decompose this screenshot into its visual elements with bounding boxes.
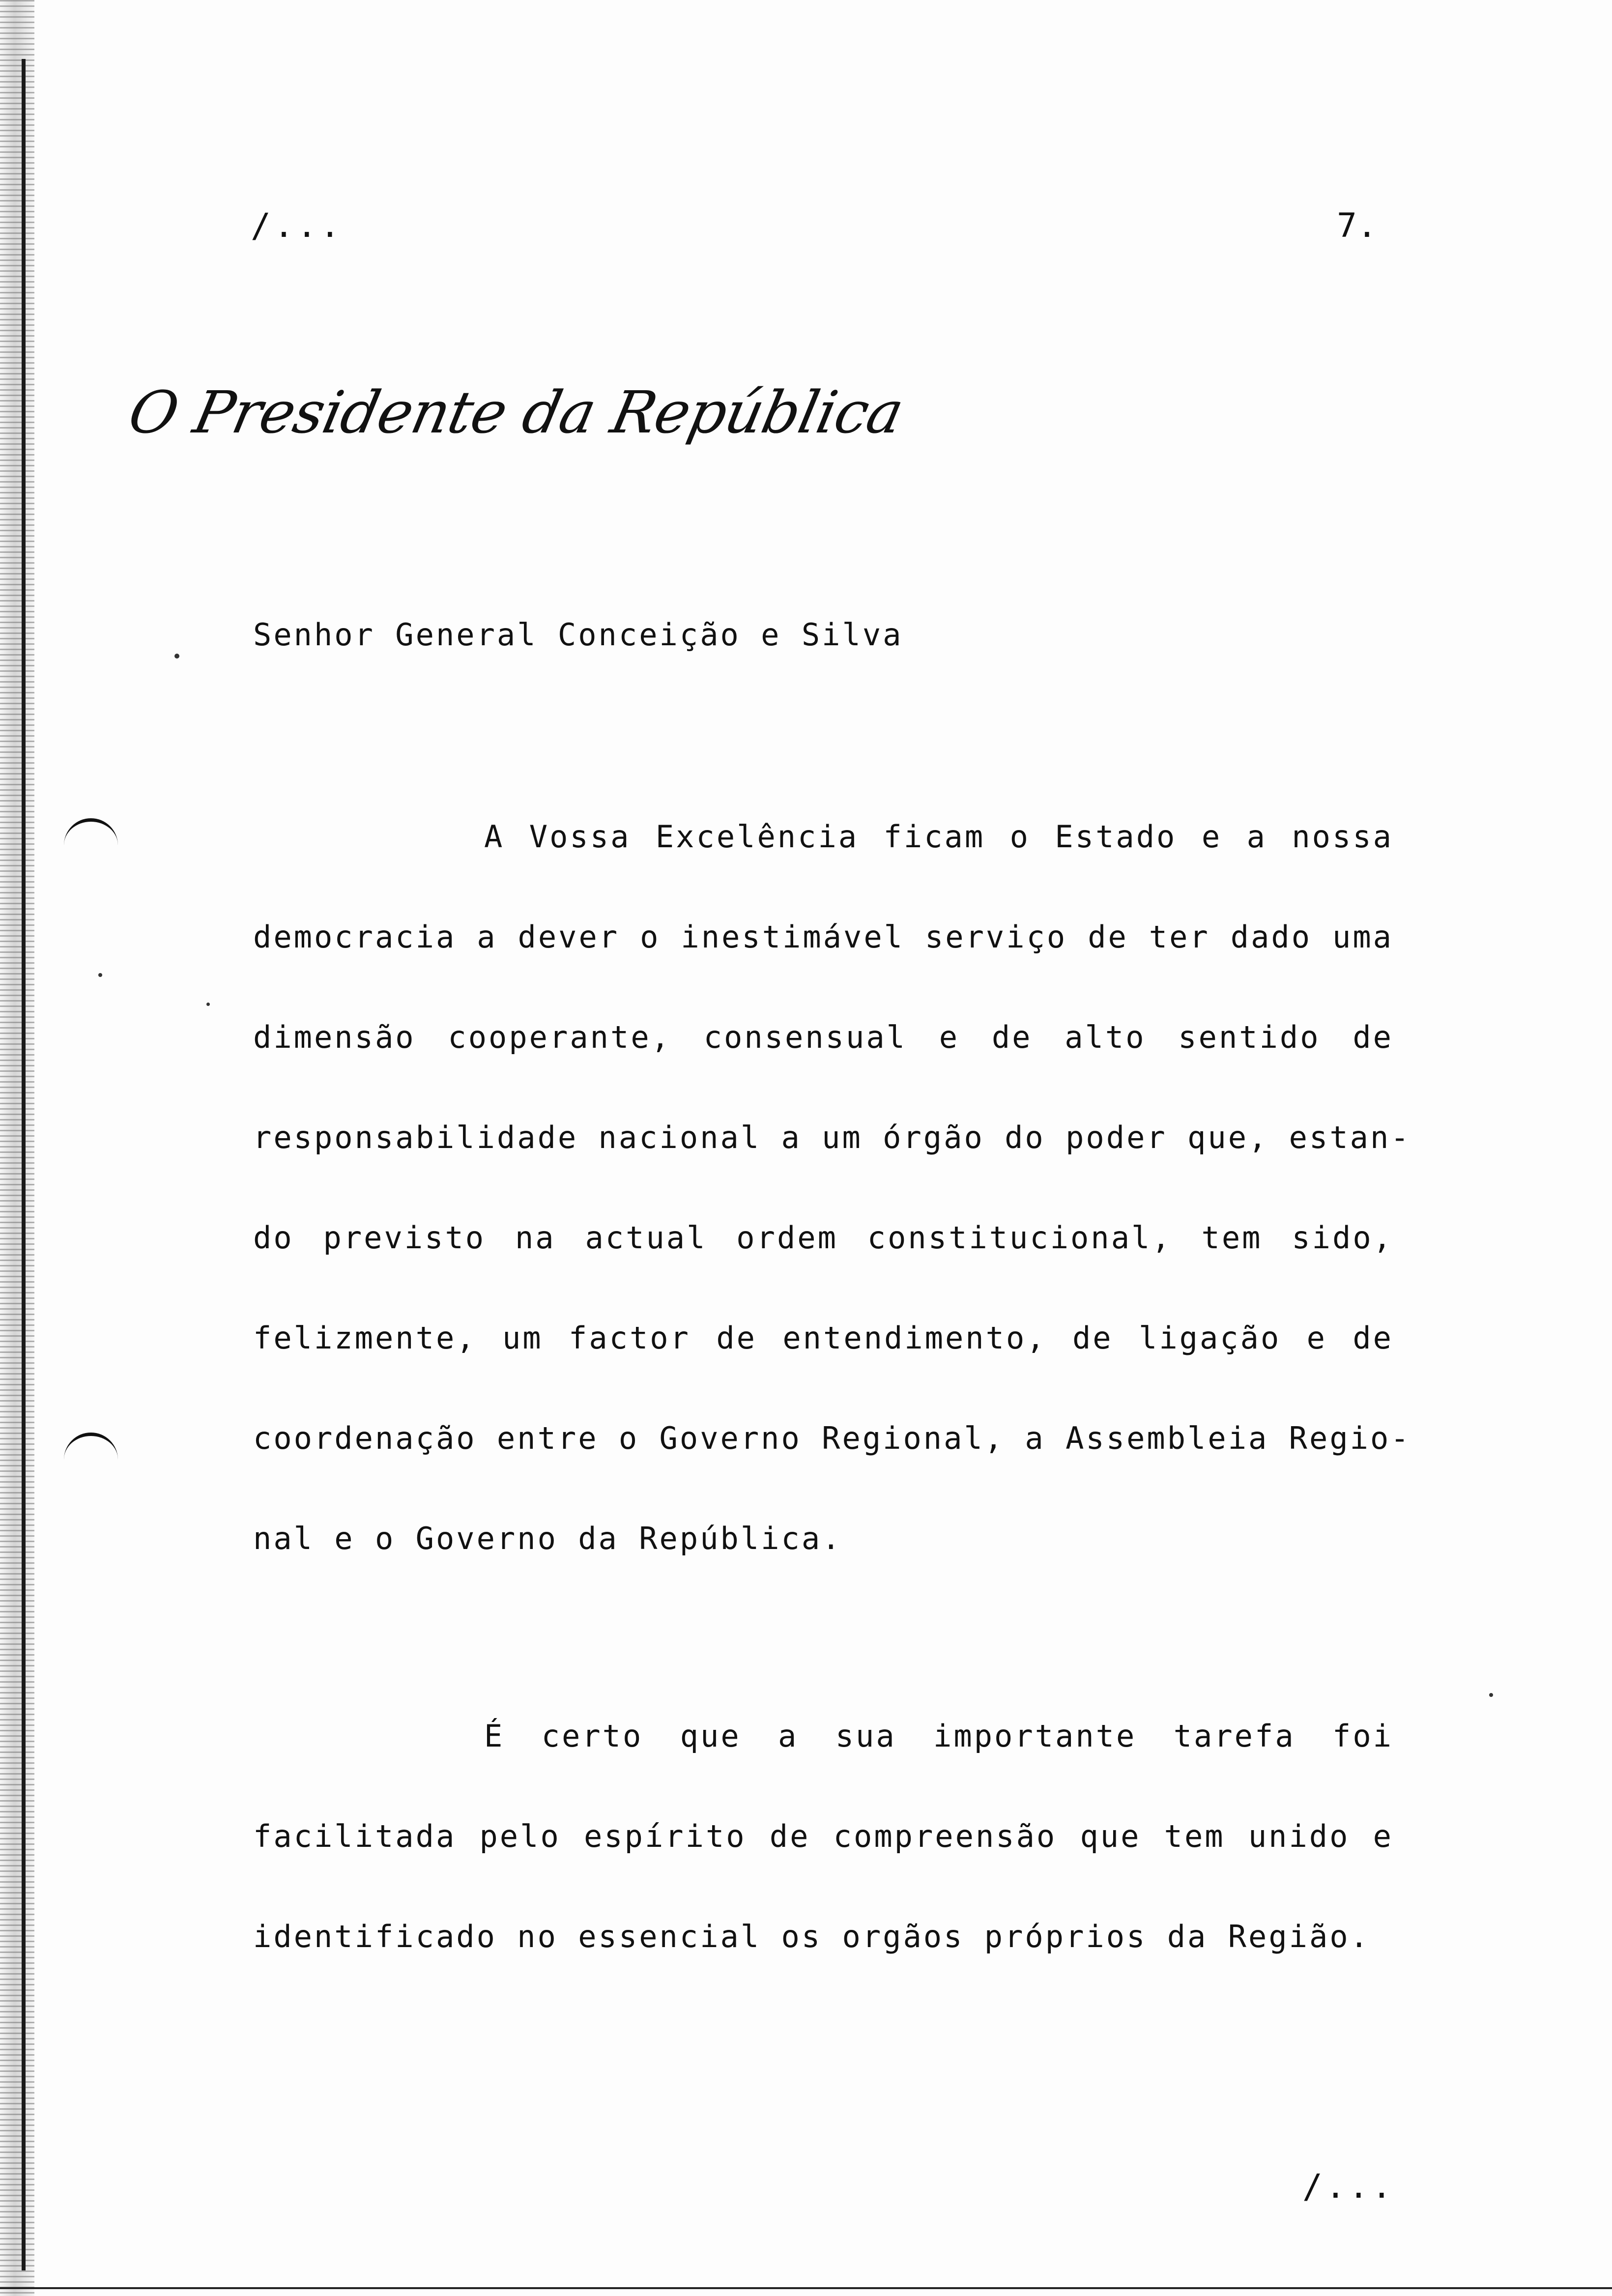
footer-continuation-marker: /... <box>1302 2167 1395 2206</box>
paragraph-line: A Vossa Excelência ficam o Estado e a nossa <box>484 819 1393 855</box>
paragraph-1 <box>253 819 1411 1624</box>
paragraph-line: nal e o Governo da República. <box>253 1521 842 1556</box>
scan-bottom-edge <box>0 2287 1612 2289</box>
scan-binding-strip <box>0 0 34 2296</box>
scan-binding-edge <box>22 59 26 2270</box>
scan-speck <box>174 654 179 659</box>
page-number: 7. <box>1337 206 1377 245</box>
paragraph-line: É certo que a sua importante tarefa foi <box>484 1718 1393 1754</box>
salutation: Senhor General Conceição e Silva <box>253 617 903 653</box>
scan-speck <box>206 1003 210 1006</box>
paragraph-line: identificado no essencial os orgãos próprios da Região. <box>253 1919 1370 1954</box>
punch-hole-mark <box>64 1433 118 1470</box>
header-continuation-marker: /... <box>251 206 343 245</box>
paragraph-2 <box>253 1718 1393 2022</box>
scan-speck <box>98 973 102 977</box>
paragraph-line: facilitada pelo espírito de compreensão que tem unido e <box>253 1818 1393 1854</box>
paragraph-line: do previsto na actual ordem constitucional, tem sido, <box>253 1220 1393 1256</box>
paragraph-line: coordenação entre o Governo Regional, a Assembleia Regio- <box>253 1420 1411 1456</box>
scan-speck <box>1489 1693 1493 1697</box>
paragraph-line: felizmente, um factor de entendimento, de ligação e de <box>253 1320 1393 1356</box>
paragraph-line: democracia a dever o inestimável serviço de ter dado uma <box>253 919 1393 955</box>
letterhead-title: O Presidente da República <box>123 378 909 446</box>
punch-hole-mark <box>64 818 118 856</box>
paragraph-line: dimensão cooperante, consensual e de alto sentido de <box>253 1019 1393 1055</box>
paragraph-line: responsabilidade nacional a um órgão do poder que, estan- <box>253 1119 1411 1155</box>
